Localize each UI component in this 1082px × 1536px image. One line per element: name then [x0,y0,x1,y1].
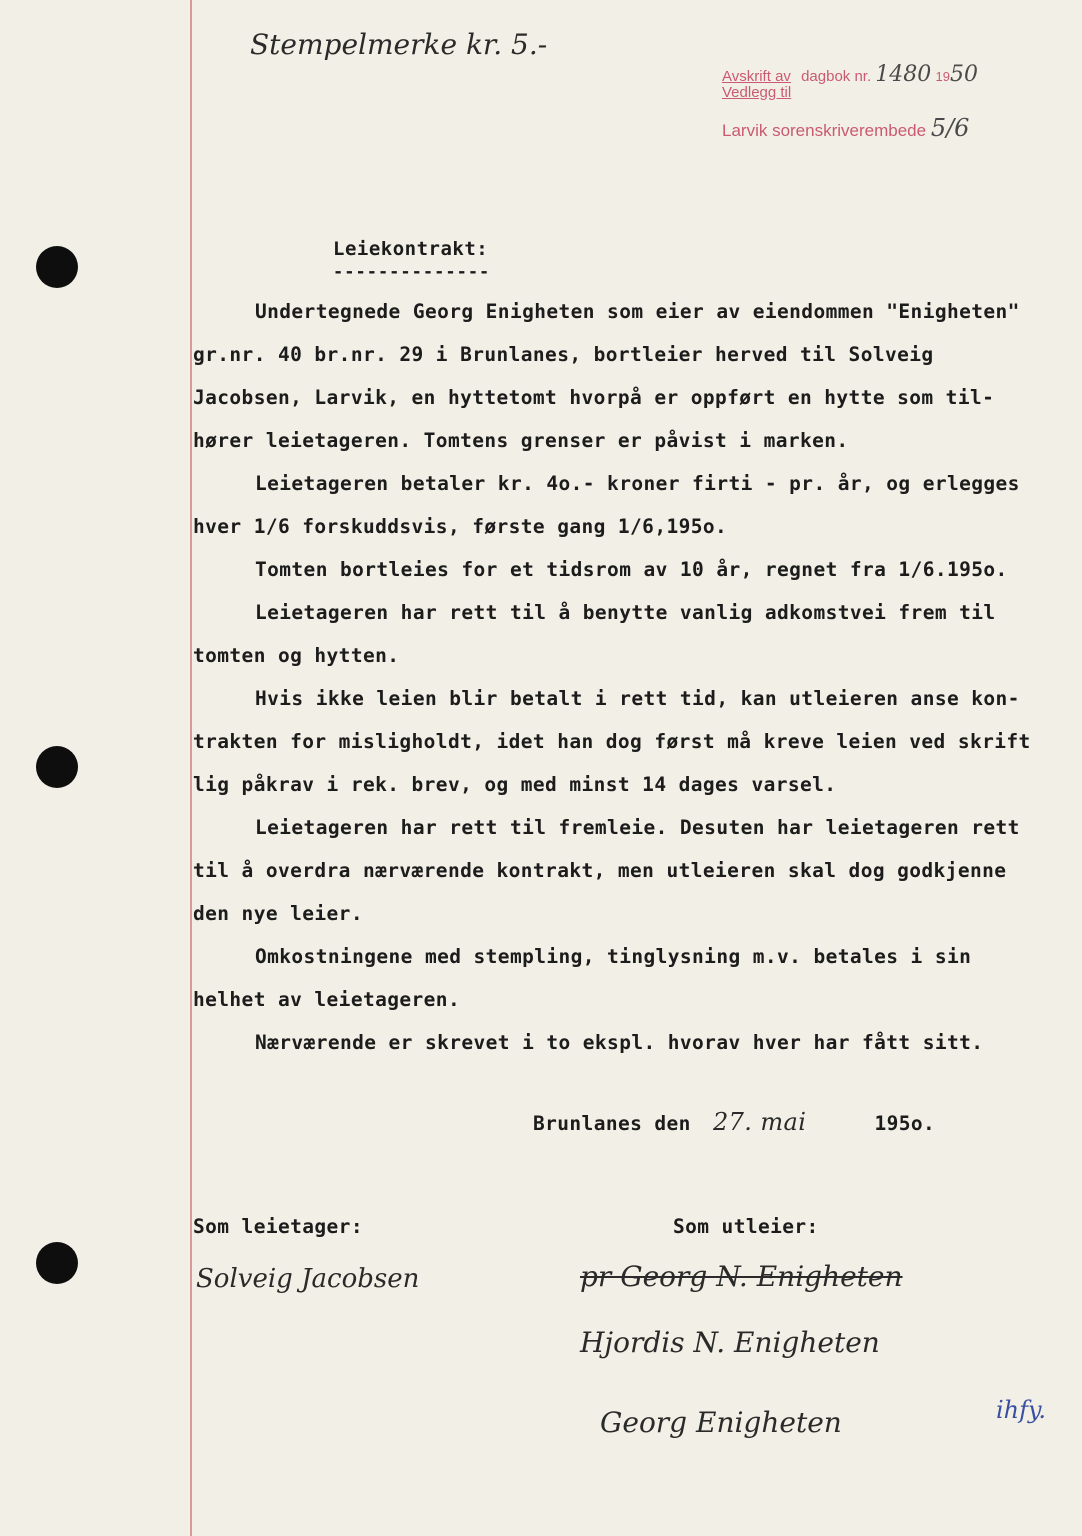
landlord-signature-struck: pr Georg N. Enigheten [580,1260,903,1293]
document-title: Leiekontrakt: [333,238,489,260]
stamp-line3-label: Larvik sorenskriverembede [722,121,927,140]
body-line: Leietageren betaler kr. 4o.- kroner firti - pr. år, og erlegges [255,472,1020,495]
body-line: hører leietageren. Tomtens grenser er påvist i marken. [193,429,849,452]
stamp-line1-label: Avskrift av [722,68,791,85]
signature-suffix: ihfy. [996,1396,1047,1424]
tenant-signature: Solveig Jacobsen [196,1264,420,1294]
margin-line [190,0,192,1536]
landlord-signature-3: Georg Enigheten [600,1406,842,1439]
body-line: til å overdra nærværende kontrakt, men utleieren skal dog godkjenne [193,859,1007,882]
body-line: Leietageren har rett til fremleie. Desuten har leietageren rett [255,816,1020,839]
handwritten-date: 27. mai [712,1108,807,1136]
stamp-year: 50 [949,62,978,87]
registry-stamp [722,62,1062,152]
stamp-diary-number: 1480 [875,62,932,87]
stamp-date: 5/6 [930,114,970,142]
body-line: Jacobsen, Larvik, en hyttetomt hvorpå er oppført en hytte som til- [193,386,995,409]
body-line: Tomten bortleies for et tidsrom av 10 år, regnet fra 1/6.195o. [255,558,1008,581]
body-line: Hvis ikke leien blir betalt i rett tid, kan utleieren anse kon- [255,687,1020,710]
body-line: hver 1/6 forskuddsvis, første gang 1/6,195o. [193,515,728,538]
body-line: Leietageren har rett til å benytte vanlig adkomstvei frem til [255,601,996,624]
landlord-label: Som utleier: [673,1215,819,1238]
tenant-label: Som leietager: [193,1215,363,1238]
body-line: Undertegnede Georg Enigheten som eier av eiendommen "Enigheten" [255,300,1020,323]
punch-hole [36,246,78,288]
body-line: Nærværende er skrevet i to ekspl. hvorav hver har fått sitt. [255,1031,984,1054]
place-date-prefix: Brunlanes den [533,1112,691,1135]
body-line: den nye leier. [193,902,363,925]
stamp-duty-note: Stempelmerke kr. 5.- [250,28,548,61]
body-line: lig påkrav i rek. brev, og med minst 14 dages varsel. [193,773,837,796]
stamp-line2-label: Vedlegg til [722,84,792,101]
stamp-line1-mid: dagbok nr. [801,68,872,85]
landlord-signature-2: Hjordis N. Enigheten [580,1326,880,1359]
stamp-year-prefix: 19 [935,69,950,84]
body-line: helhet av leietageren. [193,988,461,1011]
punch-hole [36,746,78,788]
body-line: gr.nr. 40 br.nr. 29 i Brunlanes, bortleier herved til Solveig [193,343,934,366]
place-date-line [533,1108,935,1136]
place-date-year: 195o. [874,1112,936,1135]
punch-hole [36,1242,78,1284]
body-line: tomten og hytten. [193,644,400,667]
title-underline: -------------- [333,262,491,282]
body-line: trakten for misligholdt, idet han dog først må kreve leien ved skrift [193,730,1031,753]
body-line: Omkostningene med stempling, tinglysning m.v. betales i sin [255,945,972,968]
